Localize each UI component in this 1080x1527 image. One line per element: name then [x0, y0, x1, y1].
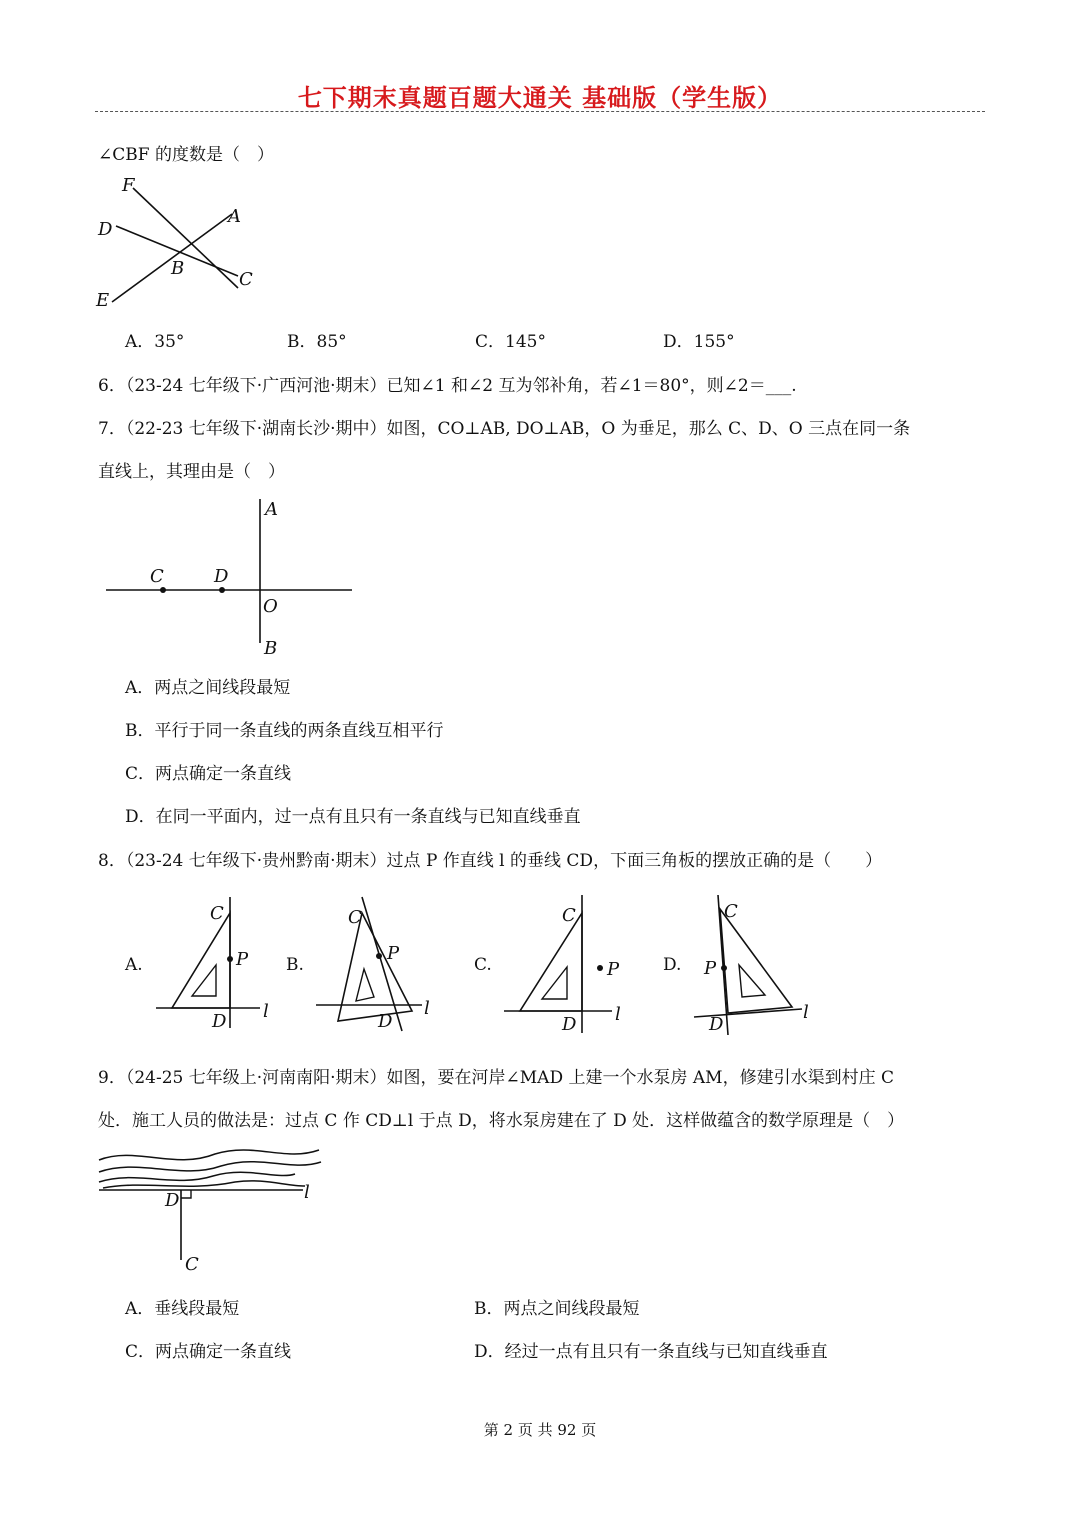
- label-l: l: [263, 1001, 269, 1022]
- option-letter: B．: [287, 332, 317, 352]
- option-text: 两点确定一条直线: [155, 764, 292, 784]
- point-p: [721, 965, 727, 971]
- header-divider: [95, 111, 985, 112]
- riverbank-wave-4: [103, 1181, 305, 1188]
- set-square: [520, 913, 582, 1011]
- option-letter: C．: [475, 332, 506, 352]
- q5-option-d[interactable]: [663, 327, 735, 352]
- label-p: P: [387, 943, 400, 964]
- label-d: D: [98, 219, 113, 240]
- option-text: 垂线段最短: [154, 1299, 240, 1319]
- q6-question: 6．（23-24 七年级下·广西河池·期末）已知∠1 和∠2 互为邻补角，若∠1＝80°，则∠2＝___.: [98, 376, 797, 396]
- label-l: l: [803, 1002, 809, 1023]
- q5-question-tail: ∠CBF 的度数是（ ）: [98, 145, 274, 165]
- set-square: [720, 909, 792, 1013]
- option-text: 两点之间线段最短: [503, 1299, 640, 1319]
- q8-option-b[interactable]: B.: [286, 955, 304, 975]
- option-letter: B．: [474, 1299, 504, 1319]
- label-d: D: [214, 566, 229, 587]
- q8-option-d[interactable]: D.: [663, 955, 682, 975]
- label-a: A: [265, 499, 278, 520]
- riverbank-wave-3: [99, 1172, 295, 1182]
- q7-option-b[interactable]: [125, 716, 444, 741]
- option-text: 经过一点有且只有一条直线与已知直线垂直: [504, 1342, 828, 1362]
- option-letter: C．: [125, 764, 156, 784]
- label-l: l: [304, 1182, 310, 1203]
- label-c: C: [724, 901, 738, 922]
- option-letter: C．: [125, 1342, 156, 1362]
- label-a: A: [228, 206, 241, 227]
- q9-option-b[interactable]: [474, 1294, 640, 1319]
- q9-figure: [95, 1140, 335, 1280]
- point-c: [160, 587, 166, 593]
- set-square-inner: [739, 965, 765, 997]
- point-d: [219, 587, 225, 593]
- q5-option-c[interactable]: [475, 327, 546, 352]
- option-text: 平行于同一条直线的两条直线互相平行: [154, 721, 444, 741]
- label-e: E: [96, 290, 110, 311]
- q9-option-c[interactable]: [125, 1337, 291, 1362]
- option-text: 155°: [693, 332, 735, 352]
- label-c: C: [348, 907, 362, 928]
- label-d: D: [709, 1014, 724, 1035]
- line-fc: [133, 188, 238, 288]
- q9-question-line1: 9．（24-25 七年级上·河南南阳·期末）如图，要在河岸∠MAD 上建一个水泵房 AM，修建引水渠到村庄 C: [98, 1068, 894, 1088]
- q7-question-line1: 7．（22-23 七年级下·湖南长沙·期中）如图，CO⊥AB, DO⊥AB，O 为垂足，那么 C、D、O 三点在同一条: [98, 419, 911, 439]
- label-b: B: [264, 638, 278, 659]
- point-p: [376, 953, 382, 959]
- set-square-inner: [356, 969, 374, 1001]
- label-f: F: [122, 175, 135, 196]
- q9-question-line2: 处．施工人员的做法是：过点 C 作 CD⊥l 于点 D，将水泵房建在了 D 处．这样做蕴含的数学原理是（ ）: [98, 1111, 905, 1131]
- point-p: [227, 956, 233, 962]
- label-d: D: [165, 1190, 180, 1211]
- q9-option-d[interactable]: [474, 1337, 828, 1362]
- option-text: 35°: [154, 332, 185, 352]
- q8-figure-a: [150, 893, 280, 1038]
- riverbank-wave-1: [99, 1150, 319, 1160]
- q7-question-line2: 直线上，其理由是（ ）: [98, 462, 285, 482]
- q5-option-b[interactable]: [287, 327, 347, 352]
- label-d: D: [378, 1011, 393, 1032]
- option-letter: B．: [125, 721, 155, 741]
- option-letter: A．: [125, 332, 155, 352]
- label-c: C: [185, 1254, 199, 1275]
- set-square-inner: [542, 967, 567, 999]
- option-letter: D．: [474, 1342, 505, 1362]
- option-letter: A．: [125, 678, 155, 698]
- option-text: 145°: [505, 332, 546, 352]
- option-letter: D．: [663, 332, 694, 352]
- label-p: P: [704, 958, 717, 979]
- option-letter: D．: [125, 807, 156, 827]
- q7-figure: [100, 495, 360, 660]
- q8-option-c[interactable]: C.: [474, 955, 492, 975]
- label-d: D: [562, 1014, 577, 1035]
- q7-option-c[interactable]: [125, 759, 291, 784]
- label-c: C: [150, 566, 164, 587]
- q8-figure-d: [688, 893, 818, 1038]
- right-angle-mark: [181, 1190, 191, 1198]
- label-c: C: [210, 903, 224, 924]
- label-o: O: [263, 596, 278, 617]
- q8-option-a[interactable]: A.: [125, 955, 143, 975]
- set-square: [172, 913, 230, 1008]
- q8-figure-c: [500, 893, 630, 1038]
- riverbank-wave-2: [99, 1162, 321, 1172]
- option-text: 两点确定一条直线: [155, 1342, 292, 1362]
- option-letter: A．: [125, 1299, 155, 1319]
- label-p: P: [236, 949, 249, 970]
- point-p: [597, 965, 603, 971]
- label-l: l: [615, 1004, 621, 1025]
- q9-option-a[interactable]: [125, 1294, 239, 1319]
- option-text: 在同一平面内，过一点有且只有一条直线与已知直线垂直: [155, 807, 581, 827]
- q7-option-a[interactable]: [125, 673, 290, 698]
- q7-option-d[interactable]: [125, 802, 581, 827]
- q8-question: 8．（23-24 七年级下·贵州黔南·期末）过点 P 作直线 l 的垂线 CD，下面三角板的摆放正确的是（ ）: [98, 851, 883, 871]
- page-number: 第 2 页 共 92 页: [483, 1421, 597, 1439]
- page-title: 七下期末真题百题大通关 基础版（学生版）: [297, 84, 783, 112]
- option-text: 两点之间线段最短: [154, 678, 291, 698]
- q5-option-a[interactable]: [125, 327, 184, 352]
- q5-figure: [90, 170, 280, 315]
- label-b: B: [171, 258, 185, 279]
- label-l: l: [424, 998, 430, 1019]
- label-c: C: [562, 905, 576, 926]
- label-c: C: [239, 269, 253, 290]
- label-d: D: [212, 1011, 227, 1032]
- label-p: P: [607, 959, 620, 980]
- q8-figure-b: [312, 893, 442, 1038]
- option-text: 85°: [316, 332, 347, 352]
